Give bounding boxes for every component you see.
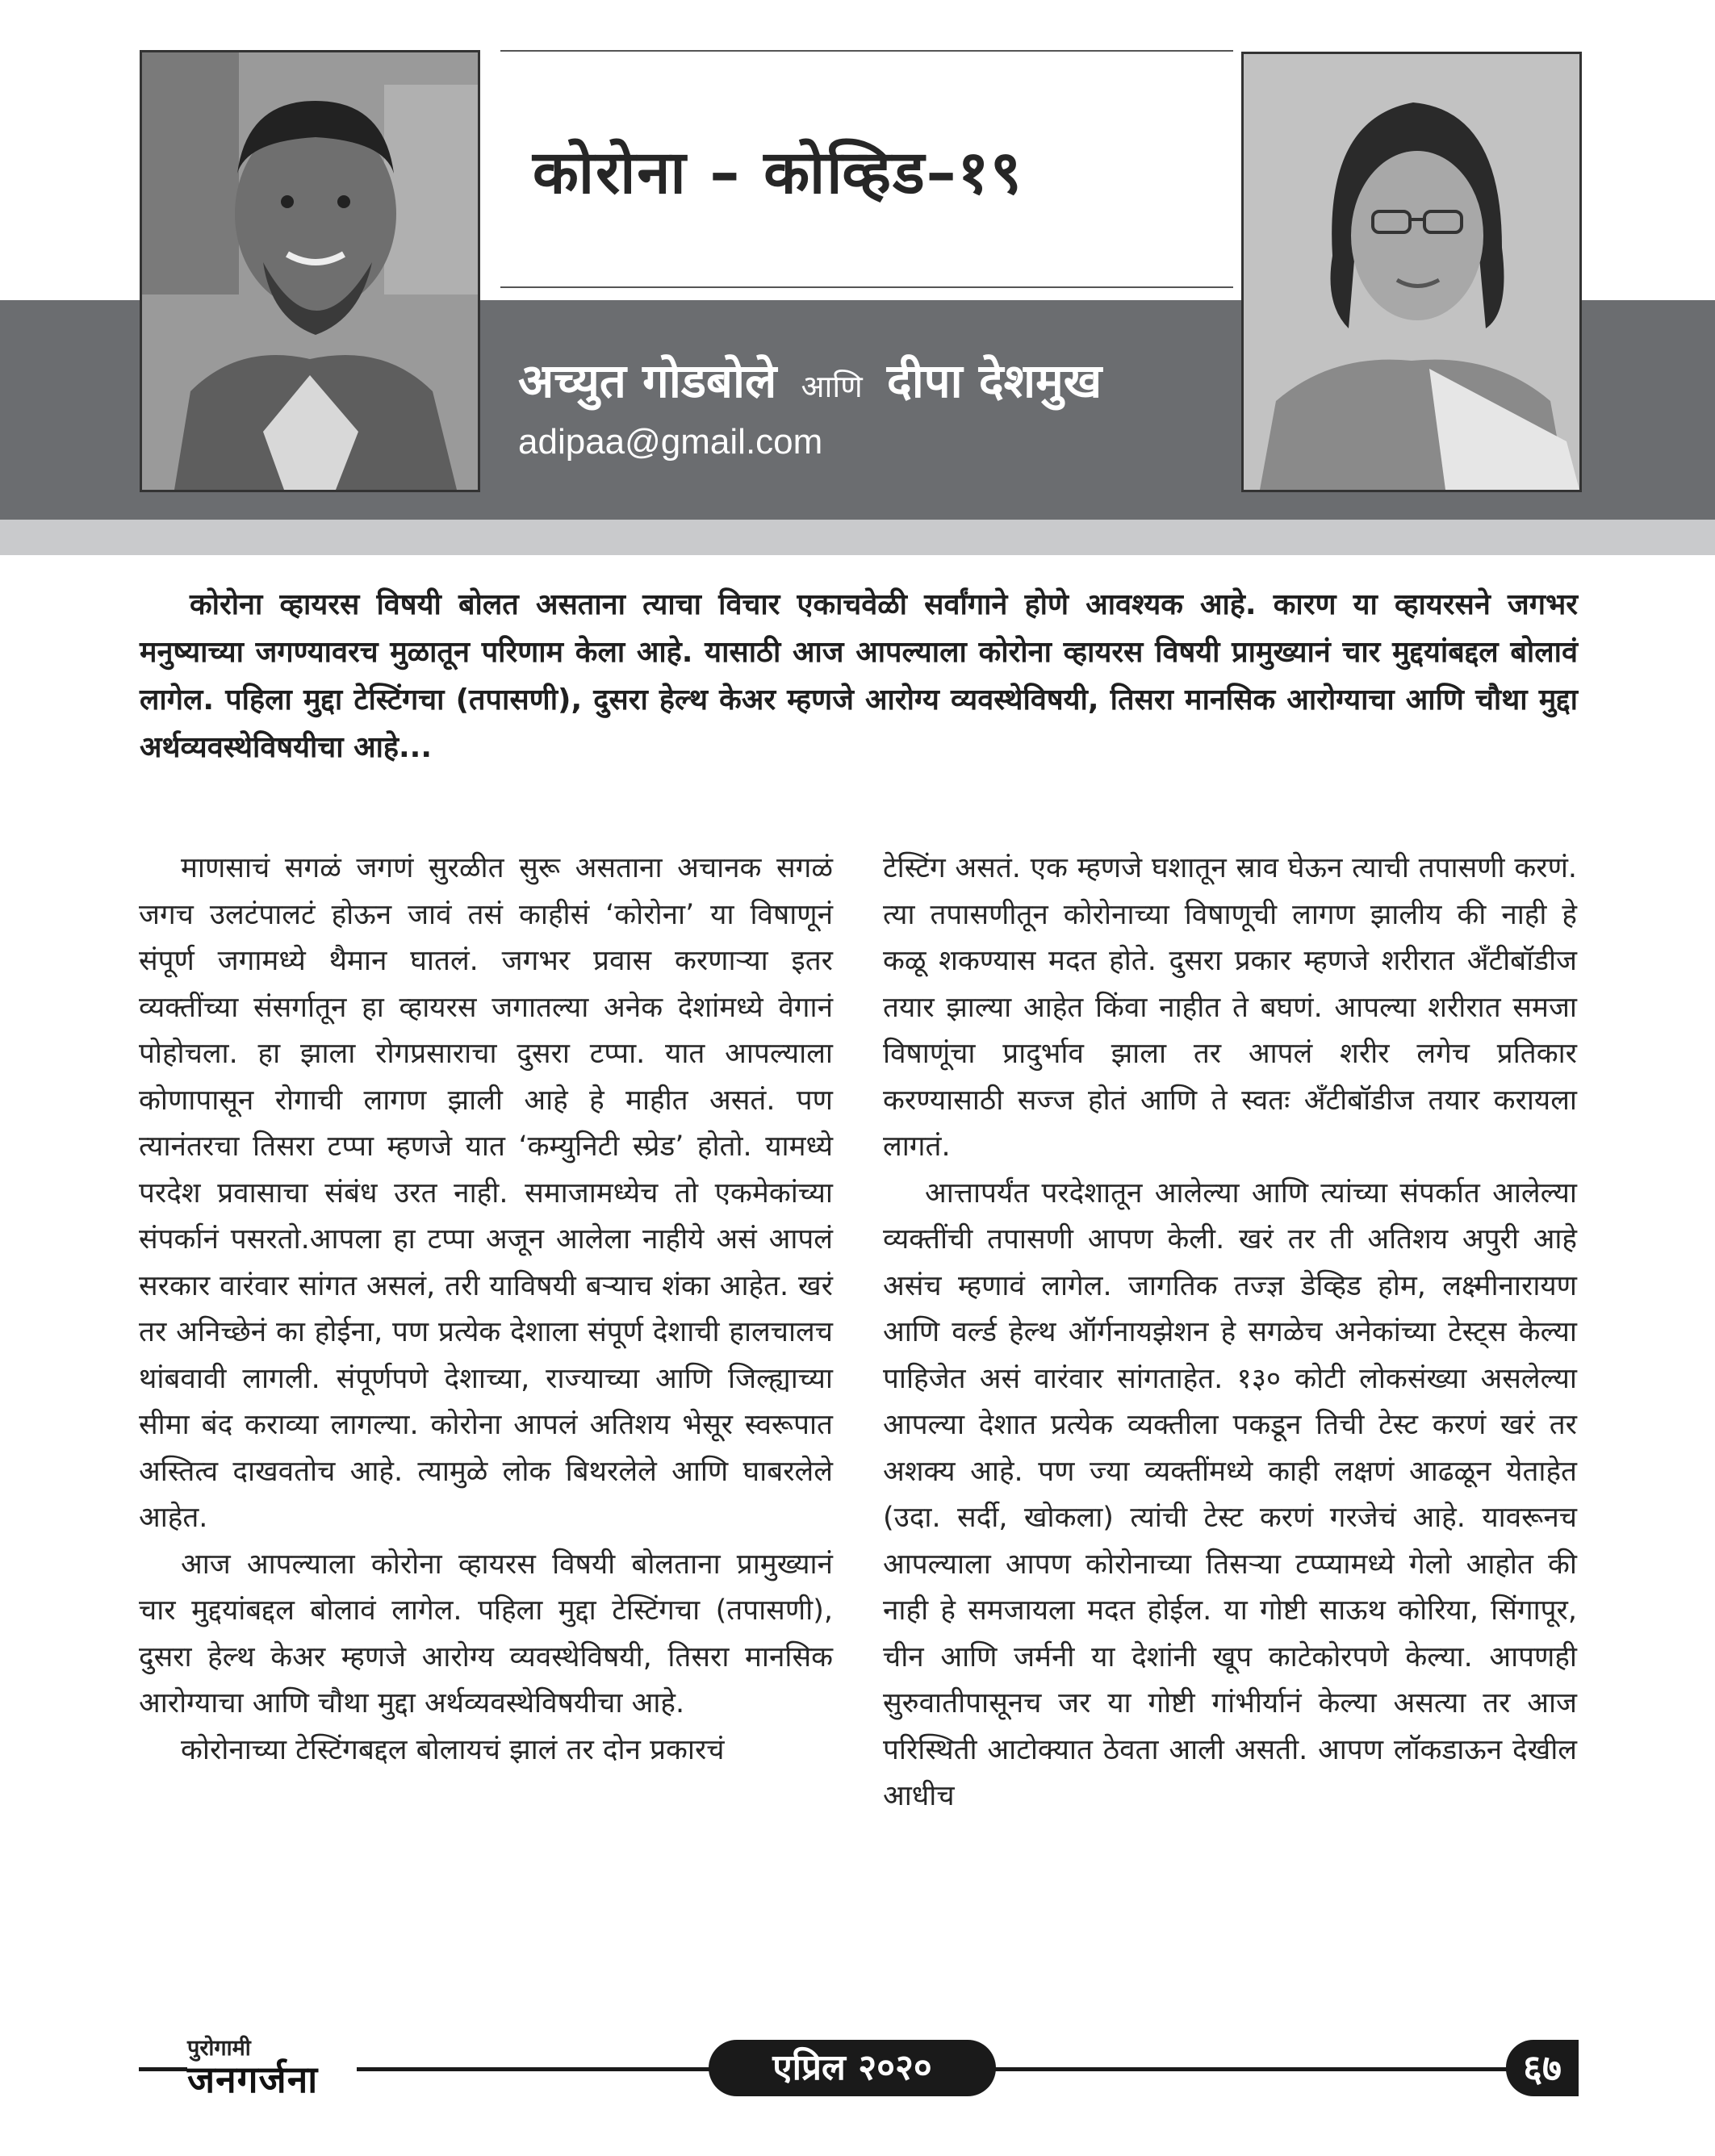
body-paragraph: कोरोनाच्या टेस्टिंगबद्दल बोलायचं झालं तर दोन प्रकारचं [181, 1733, 725, 1766]
author-email: adipaa@gmail.com [518, 422, 823, 462]
logo-top-text: पुरोगामी [187, 2036, 251, 2061]
body-paragraph: माणसाचं सगळं जगणं सुरळीत सुरू असताना अचानक सगळं जगच उलटंपालटं होऊन जावं तसं काहीसं ‘कोरोना’ या विषाणूनं संपूर्ण जगामध्ये थैमान घातलं. जगभर प्रवास करणाऱ्या इतर व्यक्तींच्या संसर्गातून हा व्हायरस जगातल्या अनेक देशांमध्ये वेगानं पोहोचला. हा झाला रोगप्रसाराचा दुसरा टप्पा. यात आपल्याला कोणापासून रोगाची लागण झाली आहे हे माहीत असतं. पण त्यानंतरचा तिसरा टप्पा म्हणजे यात ‘कम्युनिटी स्प्रेड’ होतो. यामध्ये परदेश प्रवासाचा संबंध उरत नाही. समाजामध्येच तो एकमेकांच्या संपर्कानं पसरतो.आपला हा टप्पा अजून आलेला नाहीये असं आपलं सरकार वारंवार सांगत असलं, तरी याविषयी बऱ्याच शंका आहेत. खरं तर अनिच्छेनं का होईना, पण प्रत्येक देशाला संपूर्ण देशाची हालचालच थांबवावी लागली. संपूर्णपणे देशाच्या, राज्याच्या आणि जिल्ह्याच्या सीमा बंद कराव्या लागल्या. कोरोना आपलं अतिशय भेसूर स्वरूपात अस्तित्व दाखवतोच आहे. त्यामुळे लोक बिथरलेले आणि घाबरलेले आहेत. [139, 852, 833, 1534]
issue-date-badge: एप्रिल २०२० [709, 2040, 996, 2096]
intro-paragraph: कोरोना व्हायरस विषयी बोलत असताना त्याचा विचार एकाचवेळी सर्वांगाने होणे आवश्यक आहे. कारण या व्हायरसने जगभर मनुष्याच्या जगण्यावरच मुळातून परिणाम केला आहे. यासाठी आज आपल्याला कोरोना व्हायरस विषयी प्रामुख्यानं चार मुद्दयांबद्दल बोलावं लागेल. पहिला मुद्दा टेस्टिंगचा (तपासणी), दुसरा हेल्थ केअर म्हणजे आरोग्य व्यवस्थेविषयी, तिसरा मानसिक आरोग्याचा आणि चौथा मुद्दा अर्थव्यवस्थेविषयीचा आहे... [140, 588, 1578, 764]
title-rule-top [500, 50, 1233, 52]
header-band-shadow [0, 520, 1715, 555]
body-paragraph: टेस्टिंग असतं. एक म्हणजे घशातून स्राव घेऊन त्याची तपासणी करणं. त्या तपासणीतून कोरोनाच्या विषाणूची लागण झालीय की नाही हे कळू शकण्यास मदत होते. दुसरा प्रकार म्हणजे शरीरात अँटीबॉडीज तयार झाल्या आहेत किंवा नाहीत ते बघणं. आपल्या शरीरात समजा विषाणूंचा प्रादुर्भाव झाला तर आपलं शरीर लगेच प्रतिकार करण्यासाठी सज्ज होतं आणि ते स्वतः अँटीबॉडीज तयार करायला लागतं. [883, 852, 1577, 1163]
author-line [518, 347, 1102, 411]
author-name-1: अच्युत गोडबोले [518, 353, 777, 408]
author-photo-achyut [140, 50, 480, 492]
magazine-logo [187, 2036, 373, 2101]
footer-rule-middle-left [357, 2067, 712, 2071]
author-name-2: दीपा देशमुख [886, 353, 1102, 408]
author-photo-deepa [1241, 52, 1582, 492]
body-paragraph: आत्तापर्यंत परदेशातून आलेल्या आणि त्यांच्या संपर्कात आलेल्या व्यक्तींची तपासणी आपण केली. खरं तर ती अतिशय अपुरी आहे असंच म्हणावं लागेल. जागतिक तज्ज्ञ डेव्हिड होम, लक्ष्मीनारायण आणि वर्ल्ड हेल्थ ऑर्गनायझेशन हे सगळेच अनेकांच्या टेस्ट्स केल्या पाहिजेत असं वारंवार सांगताहेत. १३० कोटी लोकसंख्या असलेल्या आपल्या देशात प्रत्येक व्यक्तीला पकडून तिची टेस्ट करणं खरं तर अशक्य आहे. पण ज्या व्यक्तींमध्ये काही लक्षणं आढळून येताहेत (उदा. सर्दी, खोकला) त्यांची टेस्ट करणं गरजेचं आहे. यावरूनच आपल्याला आपण कोरोनाच्या तिसऱ्या टप्प्यामध्ये गेलो आहोत की नाही हे समजायला मदत होईल. या गोष्टी साऊथ कोरिया, सिंगापूर, चीन आणि जर्मनी या देशांनी खूप काटेकोरपणे केल्या. आपणही सुरुवातीपासूनच जर या गोष्टी गांभीर्यानं केल्या असत्या तर आज परिस्थिती आटोक्यात ठेवता आली असती. आपण लॉकडाऊन देखील आधीच [883, 1176, 1577, 1812]
footer-rule-left [139, 2067, 187, 2071]
article-title: कोरोना – कोव्हिड–१९ [533, 138, 1023, 207]
author-conjunction: आणि [801, 369, 863, 404]
page-number: ६७ [1506, 2040, 1579, 2096]
article-column-left [139, 846, 833, 1774]
body-paragraph: आज आपल्याला कोरोना व्हायरस विषयी बोलताना प्रामुख्यानं चार मुद्दयांबद्दल बोलावं लागेल. पहिला मुद्दा टेस्टिंगचा (तपासणी), दुसरा हेल्थ केअर म्हणजे आरोग्य व्यवस्थेविषयी, तिसरा मानसिक आरोग्याचा आणि चौथा मुद्दा अर्थव्यवस्थेविषयीचा आहे. [139, 1548, 833, 1719]
title-rule-bottom [500, 286, 1233, 288]
article-column-right [883, 846, 1577, 1820]
logo-bottom-text: जनगर्जना [187, 2058, 319, 2101]
footer-rule-middle-right [993, 2067, 1509, 2071]
